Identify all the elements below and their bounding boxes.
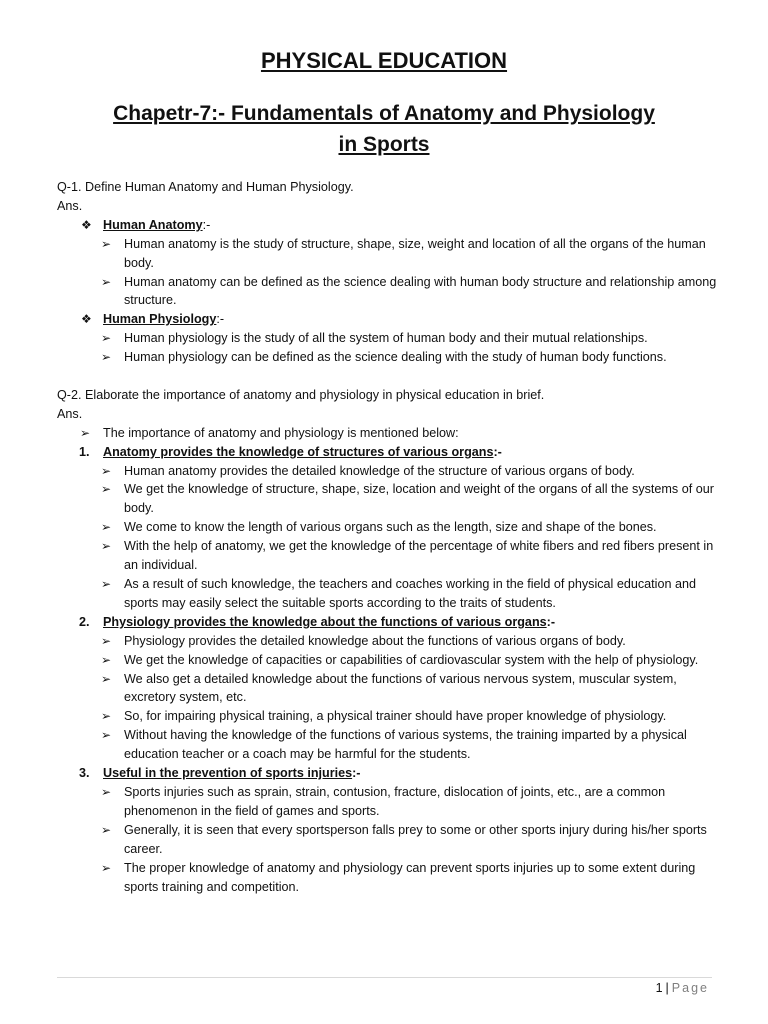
list-item: [57, 537, 717, 575]
list-item-text: We get the knowledge of capacities or capabilities of cardiovascular system with the help of physiology.: [124, 652, 699, 667]
list-item: [57, 462, 717, 481]
document-body: [57, 178, 717, 896]
diamond-bullet-icon: ❖: [81, 312, 92, 327]
arrow-bullet-icon: ➢: [101, 633, 112, 648]
list-item: [57, 235, 717, 273]
chapter-heading: [60, 98, 708, 160]
section-suffix: :-: [493, 444, 502, 459]
arrow-bullet-icon: ➢: [101, 539, 112, 554]
numbered-heading-3: [57, 764, 717, 783]
arrow-bullet-icon: ➢: [101, 728, 112, 743]
section-label: Useful in the prevention of sports injuries: [103, 766, 353, 781]
answer-label-1: Ans.: [57, 198, 83, 213]
section-label: Anatomy provides the knowledge of structures of various organs: [103, 444, 494, 459]
arrow-bullet-icon: ➢: [101, 482, 112, 497]
list-item: [57, 518, 717, 537]
list-item: [57, 632, 717, 651]
list-item: [57, 821, 717, 859]
definition-suffix: :-: [202, 217, 211, 232]
definition-heading-anatomy: [57, 216, 717, 235]
list-item-text: Human physiology is the study of all the system of human body and their mutual relationships.: [124, 331, 648, 346]
chapter-heading-line-1: Chapetr-7:- Fundamentals of Anatomy and Physiology: [113, 102, 655, 125]
diamond-bullet-icon: ❖: [81, 217, 92, 232]
definition-label: Human Physiology: [103, 312, 217, 327]
arrow-bullet-icon: ➢: [101, 577, 112, 592]
numbered-heading-2: [57, 613, 717, 632]
list-item-text: Human physiology can be defined as the science dealing with the study of human body functions.: [124, 350, 667, 365]
arrow-bullet-icon: ➢: [101, 274, 112, 289]
chapter-heading-line-2: in Sports: [338, 133, 430, 156]
numbered-heading-1: [57, 443, 717, 462]
definition-label: Human Anatomy: [103, 217, 203, 232]
list-item: [57, 670, 717, 708]
list-item: [57, 707, 717, 726]
answer-label-2: Ans.: [57, 406, 83, 421]
list-item-text: Human anatomy can be defined as the science dealing with human body structure and relationship among structure.: [124, 274, 717, 308]
list-item-text: Human anatomy is the study of structure, shape, size, weight and location of all the organs of the human body.: [124, 236, 706, 270]
section-suffix: :-: [546, 614, 556, 629]
list-item-text: With the help of anatomy, we get the knowledge of the percentage of white fibers and red fibers present in an individual.: [124, 539, 714, 573]
arrow-bullet-icon: ➢: [101, 860, 112, 875]
list-item-text: We get the knowledge of structure, shape, size, location and weight of the organs of all the systems of our body.: [124, 482, 714, 516]
arrow-bullet-icon: ➢: [101, 520, 112, 535]
list-item-text: Generally, it is seen that every sportsperson falls prey to some or other sports injury during his/her sports career.: [124, 822, 707, 856]
arrow-bullet-icon: ➢: [101, 652, 112, 667]
list-item: [57, 859, 717, 897]
definition-suffix: :-: [216, 312, 225, 327]
footer-divider: [57, 977, 712, 978]
intro-text: The importance of anatomy and physiology is mentioned below:: [103, 425, 459, 440]
arrow-bullet-icon: ➢: [80, 425, 91, 440]
list-item: [57, 273, 717, 311]
question-1: Q-1. Define Human Anatomy and Human Physiology.: [57, 180, 354, 194]
arrow-bullet-icon: ➢: [101, 709, 112, 724]
footer-separator: |: [665, 981, 669, 995]
arrow-bullet-icon: ➢: [101, 463, 112, 478]
list-item: [57, 329, 717, 348]
arrow-bullet-icon: ➢: [101, 331, 112, 346]
list-item-text: Sports injuries such as sprain, strain, contusion, fracture, dislocation of joints, etc., are a common phenomenon in the field of games and sports.: [124, 784, 666, 818]
list-item: [57, 575, 717, 613]
section-suffix: :-: [352, 766, 361, 781]
list-item: [57, 348, 717, 367]
question-2: Q-2. Elaborate the importance of anatomy and physiology in physical education in brief.: [57, 387, 545, 402]
list-item: [57, 651, 717, 670]
list-item-text: The proper knowledge of anatomy and physiology can prevent sports injuries up to some extent during sports training and competition.: [124, 860, 696, 894]
list-item: [57, 783, 717, 821]
definition-heading-physiology: [57, 310, 717, 329]
section-number: 3.: [79, 766, 90, 781]
spacer: [57, 367, 717, 386]
arrow-bullet-icon: ➢: [101, 350, 112, 365]
list-item-text: We also get a detailed knowledge about the functions of various nervous system, muscular system, excretory system, etc.: [124, 671, 677, 705]
arrow-bullet-icon: ➢: [101, 671, 112, 686]
list-item-text: So, for impairing physical training, a physical trainer should have proper knowledge of physiology.: [124, 709, 667, 724]
arrow-bullet-icon: ➢: [101, 784, 112, 799]
section-number: 2.: [79, 614, 90, 629]
section-number: 1.: [79, 444, 90, 459]
page-number: 1: [655, 981, 663, 995]
section-label: Physiology provides the knowledge about the functions of various organs: [103, 614, 547, 629]
list-item: [57, 726, 717, 764]
list-item-text: Human anatomy provides the detailed knowledge of the structure of various organs of body.: [124, 463, 635, 478]
page-footer: [656, 981, 709, 995]
list-item-text: Physiology provides the detailed knowledge about the functions of various organs of body.: [124, 633, 626, 648]
page-label: Page: [671, 981, 709, 995]
list-item-text: We come to know the length of various organs such as the length, size and shape of the bones.: [124, 520, 657, 535]
arrow-bullet-icon: ➢: [101, 236, 112, 251]
list-item-text: Without having the knowledge of the functions of various systems, the training imparted by a physical education teacher or a coach may be harmful for the students.: [124, 728, 687, 762]
list-item-text: As a result of such knowledge, the teachers and coaches working in the field of physical education and sports may easily select the suitable sports according to the traits of students.: [124, 577, 696, 610]
list-item: [57, 480, 717, 518]
document-title: PHYSICAL EDUCATION: [260, 48, 508, 73]
arrow-bullet-icon: ➢: [101, 822, 112, 837]
intro-item: [57, 424, 717, 443]
